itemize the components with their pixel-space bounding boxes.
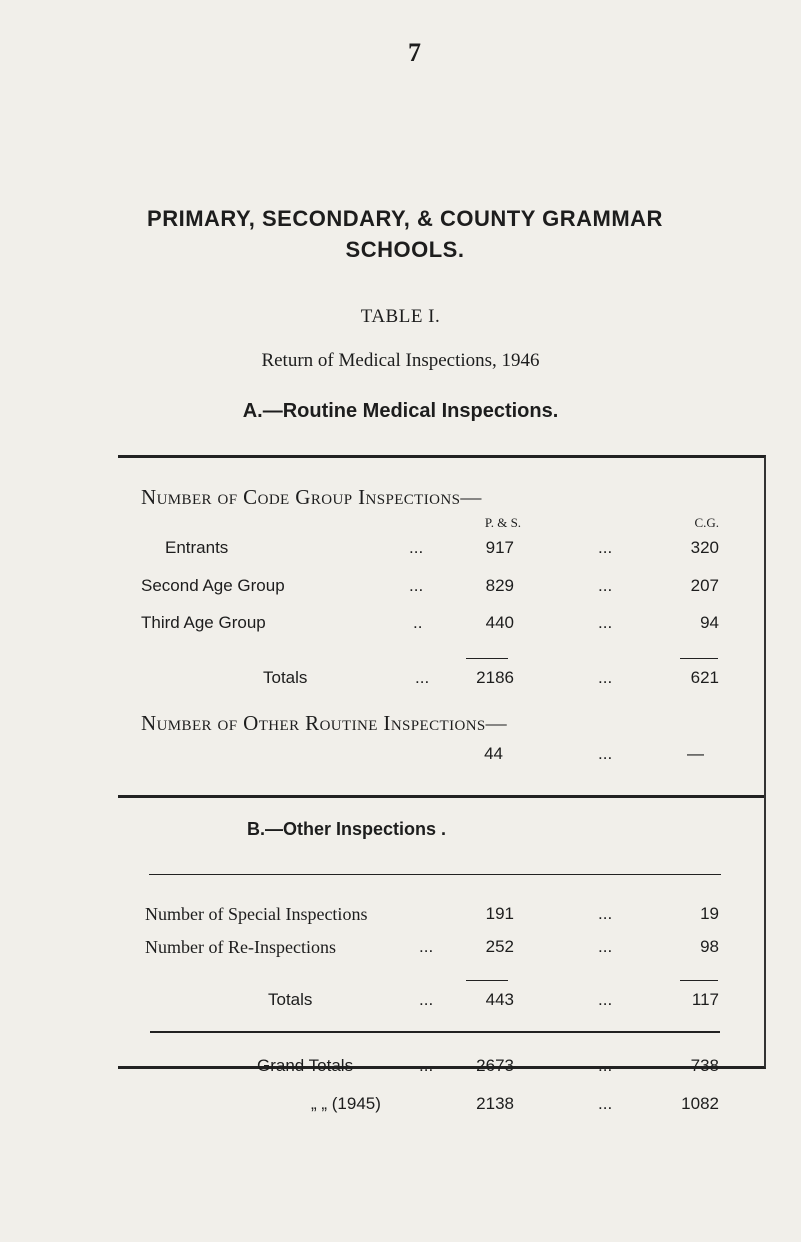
- row-label: Second Age Group: [141, 576, 285, 595]
- leader-dots: ...: [598, 576, 613, 595]
- section-divider: [118, 795, 764, 798]
- row-label: Entrants: [165, 538, 229, 557]
- row-label: Number of Re-Inspections: [145, 937, 336, 957]
- sum-rule: [466, 980, 508, 981]
- totals-label: Totals: [268, 990, 313, 1009]
- sum-rule: [680, 980, 718, 981]
- other-routine-heading: Number of Other Routine Inspections—: [141, 711, 508, 735]
- leader-dots: ...: [419, 937, 434, 956]
- grand-totals-rule: [150, 1031, 720, 1033]
- leader-dots: ...: [419, 1056, 434, 1075]
- sum-rule: [680, 658, 718, 659]
- leader-dots: ...: [598, 937, 613, 956]
- previous-year-label: „ „ (1945): [311, 1094, 381, 1113]
- row-label: Third Age Group: [141, 613, 266, 632]
- ps-value: 829: [485, 576, 514, 595]
- leader-dots: ...: [409, 538, 424, 557]
- ps-value: 252: [485, 937, 514, 956]
- cg-value: 19: [700, 904, 719, 923]
- cg-value: 94: [700, 613, 719, 632]
- leader-dots: ...: [598, 990, 613, 1009]
- leader-dots: ...: [419, 990, 434, 1009]
- leader-dots: ...: [598, 744, 613, 763]
- ps-value: 44: [484, 744, 503, 763]
- ps-grand-total: 2673: [476, 1056, 514, 1075]
- leader-dots: ...: [415, 668, 430, 687]
- main-title-line-1: PRIMARY, SECONDARY, & COUNTY GRAMMAR: [147, 206, 663, 231]
- cg-value: 98: [700, 937, 719, 956]
- section-b-title: B.—Other Inspections .: [247, 819, 447, 839]
- row-label: Number of Special Inspections: [145, 904, 368, 924]
- totals-label: Totals: [263, 668, 308, 687]
- cg-total: 621: [690, 668, 719, 687]
- ps-value: 917: [485, 538, 514, 557]
- table-title: TABLE I.: [360, 306, 441, 327]
- section-a-title: A.—Routine Medical Inspections.: [242, 400, 559, 422]
- leader-dots: ...: [598, 1056, 613, 1075]
- leader-dots: ...: [598, 1094, 613, 1113]
- leader-dots: ...: [409, 576, 424, 595]
- leader-dots: ..: [413, 613, 423, 632]
- leader-dots: ...: [598, 668, 613, 687]
- ps-total: 2186: [476, 668, 514, 687]
- cg-value: —: [687, 744, 704, 763]
- column-header-ps: P. & S.: [484, 515, 522, 530]
- table-subtitle: Return of Medical Inspections, 1946: [261, 350, 540, 371]
- cg-total: 117: [691, 990, 719, 1009]
- ps-value: 191: [485, 904, 514, 923]
- cg-previous-year: 1082: [681, 1094, 719, 1113]
- leader-dots: ...: [598, 613, 613, 632]
- section-b-rule: [149, 874, 721, 875]
- main-title: [100, 203, 710, 265]
- ps-total: 443: [485, 990, 514, 1009]
- sum-rule: [466, 658, 508, 659]
- main-title-line-2: SCHOOLS.: [345, 237, 465, 262]
- code-group-heading: Number of Code Group Inspections—: [141, 485, 482, 509]
- ps-value: 440: [485, 613, 514, 632]
- grand-totals-label: Grand Totals: [257, 1056, 354, 1075]
- cg-value: 207: [690, 576, 719, 595]
- page-number: 7: [408, 38, 421, 67]
- column-header-cg: C.G.: [694, 515, 719, 530]
- leader-dots: ...: [598, 538, 613, 557]
- cg-grand-total: 738: [690, 1056, 719, 1075]
- cg-value: 320: [690, 538, 719, 557]
- leader-dots: ...: [598, 904, 613, 923]
- ps-previous-year: 2138: [476, 1094, 514, 1113]
